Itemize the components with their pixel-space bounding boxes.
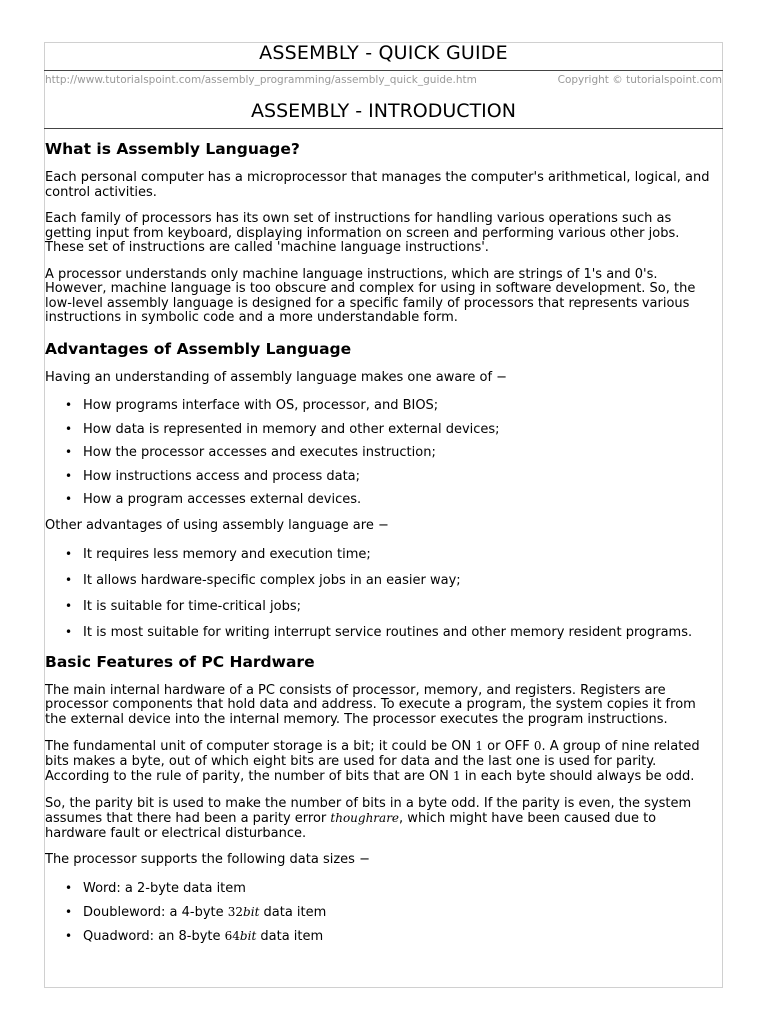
math-value: thoughrare xyxy=(330,811,400,825)
list-item xyxy=(45,905,721,920)
math-unit: bit xyxy=(243,904,260,919)
list-item: • How a program accesses external devices. xyxy=(45,492,721,507)
list-item: • It is most suitable for writing interrupt service routines and other memory resident programs. xyxy=(45,625,721,640)
list-item: • It requires less memory and execution time; xyxy=(45,547,721,562)
math-value: 1 xyxy=(475,739,483,753)
document-body xyxy=(45,139,721,944)
heading-advantages: Advantages of Assembly Language xyxy=(45,339,352,358)
section-title: ASSEMBLY - INTRODUCTION xyxy=(251,100,516,122)
text-run: Word: a 2-byte data item xyxy=(83,880,246,896)
paragraph: The processor supports the following data sizes − xyxy=(45,852,370,867)
paragraph: Other advantages of using assembly language are − xyxy=(45,518,389,533)
paragraph xyxy=(45,797,721,842)
text-run: So, the parity bit is used to make the number of bits in a byte odd. If the parity is even, the system assumes that there had been a parity error xyxy=(45,795,692,826)
math-value: 64 xyxy=(224,928,240,943)
paragraph: Each family of processors has its own set of instructions for handling various operations such as getting input from keyboard, displaying information on screen and performing various other jobs. These set of instructions are called 'machine language instructions'. xyxy=(45,211,680,255)
text-run: The fundamental unit of computer storage is a bit; it could be ON xyxy=(45,739,476,754)
text-run: Doubleword: a 4-byte xyxy=(83,904,228,920)
paragraph: Each personal computer has a microprocessor that manages the computer's arithmetical, logical, and control activities. xyxy=(45,170,710,200)
list-item: • It is suitable for time-critical jobs; xyxy=(45,599,721,614)
list-item: • It allows hardware-specific complex jobs in an easier way; xyxy=(45,573,721,588)
text-run: data item xyxy=(256,928,324,944)
list-item xyxy=(45,881,721,896)
paragraph xyxy=(45,739,721,785)
page-title: ASSEMBLY - QUICK GUIDE xyxy=(259,42,508,64)
heading-what-is: What is Assembly Language? xyxy=(45,140,300,158)
list-item: • How programs interface with OS, processor, and BIOS; xyxy=(45,398,721,413)
list-item: • How data is represented in memory and other external devices; xyxy=(45,422,721,437)
math-value: 32 xyxy=(227,904,244,919)
text-run: Quadword: an 8-byte xyxy=(83,928,225,944)
paragraph: Having an understanding of assembly language makes one aware of − xyxy=(45,369,508,385)
copyright-notice: Copyright © tutorialspoint.com xyxy=(557,74,722,86)
other-advantages-list xyxy=(45,547,721,640)
text-run: . A group of nine related bits makes a byte, out of which eight bits are used for data and the last one is used for parity. According to the rule of parity, the number of bits that are ON xyxy=(45,739,700,784)
section-rule xyxy=(44,128,723,129)
math-value: 1 xyxy=(453,769,461,783)
heading-features: Basic Features of PC Hardware xyxy=(45,652,315,671)
data-sizes-list xyxy=(45,881,721,944)
paragraph: The main internal hardware of a PC consists of processor, memory, and registers. Registers are processor components that hold data and address. To execute a program, the system copies it from the external device into the internal memory. The processor executes the program instructions. xyxy=(45,682,696,727)
paragraph: A processor understands only machine language instructions, which are strings of 1's and 0's. However, machine language is too obscure and complex for using in software development. So, the low-level assembly language is designed for a specific family of processors that represents various instructions in symbolic code and a more understandable form. xyxy=(45,266,696,325)
title-rule xyxy=(44,70,723,71)
math-value: 0 xyxy=(533,739,542,753)
list-item xyxy=(45,929,721,944)
text-run: , which might have been caused due to hardware fault or electrical disturbance. xyxy=(45,811,657,841)
text-run: in each byte should always be odd. xyxy=(460,769,695,784)
math-unit: bit xyxy=(239,928,257,943)
advantages-list xyxy=(45,398,721,507)
list-item: • How instructions access and process data; xyxy=(45,469,721,484)
source-url: http://www.tutorialspoint.com/assembly_programming/assembly_quick_guide.htm xyxy=(45,74,477,86)
text-run: or OFF xyxy=(483,739,534,754)
list-item: • How the processor accesses and executes instruction; xyxy=(45,445,721,460)
text-run: data item xyxy=(259,904,327,920)
